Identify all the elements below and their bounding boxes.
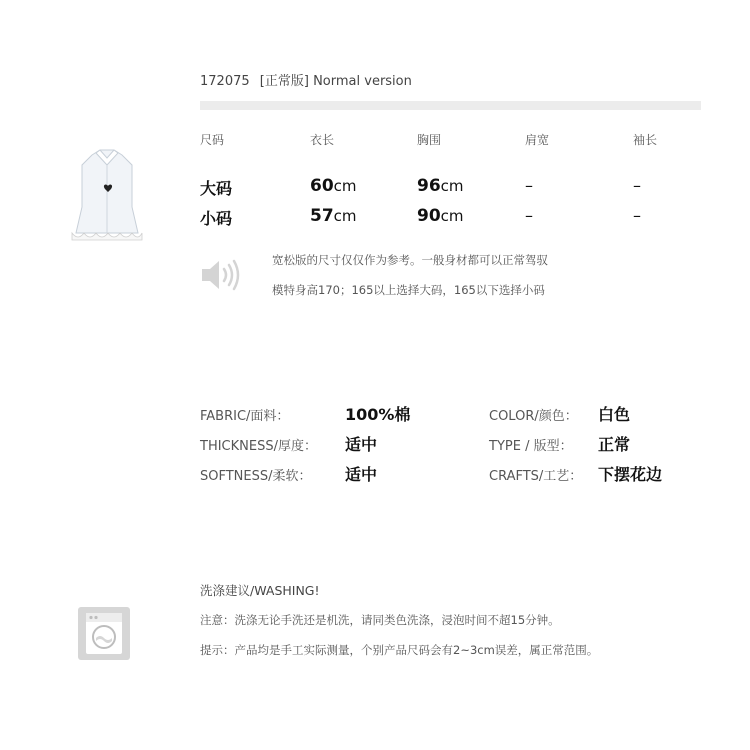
crafts-label: CRAFTS/工艺： (489, 469, 583, 484)
version-label: Normal version (313, 74, 412, 89)
fabric-value: 100%棉 (345, 405, 411, 424)
sleeveless-shirt-icon (62, 145, 152, 250)
product-code: 172075 (200, 74, 250, 89)
shoulder-small: – (525, 206, 533, 225)
length-large: 60cm (310, 176, 357, 196)
type-label: TYPE / 版型： (489, 439, 573, 454)
sleeve-large: – (633, 176, 641, 195)
col-size: 尺码 (200, 133, 225, 147)
note-fit: 宽松版的尺寸仅仅作为参考。一般身材都可以正常驾驭 (272, 253, 548, 267)
color-value: 白色 (598, 405, 631, 424)
fabric-label: FABRIC/面料： (200, 409, 290, 424)
chest-large: 96cm (417, 176, 464, 196)
version-badge: [正常版] (259, 74, 309, 89)
thickness-label: THICKNESS/厚度： (200, 439, 317, 454)
softness-label: SOFTNESS/柔软： (200, 469, 312, 484)
col-chest: 胸围 (417, 133, 442, 147)
shoulder-large: – (525, 176, 533, 195)
thickness-value: 适中 (345, 435, 378, 454)
size-small: 小码 (200, 209, 233, 228)
col-sleeve: 袖长 (633, 133, 658, 147)
softness-value: 适中 (345, 465, 378, 484)
washing-title: 洗涤建议/WASHING! (200, 583, 320, 598)
note-model: 模特身高170；165以上选择大码，165以下选择小码 (272, 283, 545, 297)
chest-small: 90cm (417, 206, 464, 226)
header-divider (200, 101, 701, 110)
color-label: COLOR/颜色： (489, 409, 578, 424)
washing-notice: 注意：洗涤无论手洗还是机洗，请同类色洗涤，浸泡时间不超15分钟。 (200, 613, 560, 627)
speaker-icon (200, 258, 242, 292)
size-large: 大码 (200, 179, 233, 198)
product-header (200, 70, 412, 89)
sleeve-small: – (633, 206, 641, 225)
washing-machine-icon (78, 607, 130, 660)
length-small: 57cm (310, 206, 357, 226)
type-value: 正常 (598, 435, 631, 454)
washing-hint: 提示：产品均是手工实际测量，个别产品尺码会有2~3cm误差，属正常范围。 (200, 643, 599, 657)
col-length: 衣长 (310, 133, 335, 147)
crafts-value: 下摆花边 (598, 465, 663, 484)
col-shoulder: 肩宽 (525, 133, 550, 147)
